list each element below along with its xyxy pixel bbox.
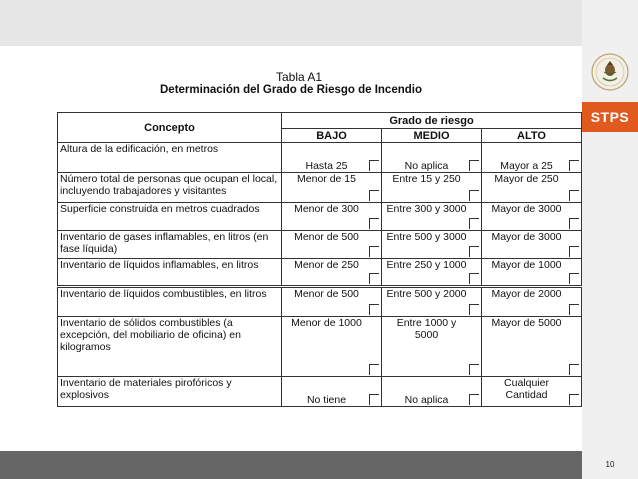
row-mid-text: Entre 300 y 3000 xyxy=(386,203,467,215)
row-mid xyxy=(382,317,482,377)
row-concept: Altura de la edificación, en metros xyxy=(58,143,282,173)
table-title-text: Tabla A1 xyxy=(275,70,323,84)
checkbox xyxy=(569,218,579,229)
checkbox xyxy=(569,364,579,375)
checkbox xyxy=(569,304,579,315)
row-low xyxy=(282,287,382,317)
row-concept: Superficie construida en metros cuadrados xyxy=(58,203,282,231)
checkbox xyxy=(469,246,479,257)
table-title xyxy=(0,70,638,84)
row-high-text: Mayor de 5000 xyxy=(491,317,562,329)
checkbox xyxy=(369,246,379,257)
row-high-text: Mayor a 25 xyxy=(500,160,553,172)
checkbox xyxy=(369,394,379,405)
row-mid xyxy=(382,173,482,203)
header-mid: MEDIO xyxy=(382,129,482,143)
table-row xyxy=(58,259,582,287)
header-high: ALTO xyxy=(482,129,582,143)
row-high xyxy=(482,377,582,407)
row-mid xyxy=(382,143,482,173)
row-high xyxy=(482,203,582,231)
row-mid-text: Entre 15 y 250 xyxy=(392,173,461,185)
row-mid xyxy=(382,203,482,231)
checkbox xyxy=(569,394,579,405)
checkbox xyxy=(469,273,479,284)
row-mid-text: Entre 500 y 2000 xyxy=(386,288,467,300)
header-row-1 xyxy=(58,113,582,129)
row-low-text: No tiene xyxy=(306,394,347,406)
checkbox xyxy=(469,364,479,375)
row-high-text: Mayor de 2000 xyxy=(491,288,562,300)
checkbox xyxy=(569,273,579,284)
row-mid xyxy=(382,377,482,407)
checkbox xyxy=(569,246,579,257)
row-mid-text: Entre 500 y 3000 xyxy=(386,231,467,243)
row-mid xyxy=(382,231,482,259)
row-concept: Inventario de gases inflamables, en litros (en fase líquida) xyxy=(58,231,282,259)
row-low xyxy=(282,377,382,407)
row-concept: Número total de personas que ocupan el local, incluyendo trabajadores y visitantes xyxy=(58,173,282,203)
table-row xyxy=(58,143,582,173)
row-high xyxy=(482,231,582,259)
checkbox xyxy=(369,304,379,315)
table-row xyxy=(58,317,582,377)
checkbox xyxy=(469,304,479,315)
row-low-text: Hasta 25 xyxy=(305,160,348,172)
row-low xyxy=(282,259,382,287)
row-high-text: Mayor de 3000 xyxy=(491,203,562,215)
row-high xyxy=(482,259,582,287)
header-low: BAJO xyxy=(282,129,382,143)
row-low-text: Menor de 1000 xyxy=(291,317,362,329)
row-low xyxy=(282,317,382,377)
checkbox xyxy=(469,160,479,171)
row-high xyxy=(482,173,582,203)
row-high xyxy=(482,287,582,317)
top-band xyxy=(0,0,582,46)
checkbox xyxy=(369,273,379,284)
row-mid xyxy=(382,259,482,287)
checkbox xyxy=(369,160,379,171)
checkbox xyxy=(569,190,579,201)
checkbox xyxy=(369,190,379,201)
row-low xyxy=(282,173,382,203)
header-concept: Concepto xyxy=(58,113,282,143)
row-low xyxy=(282,143,382,173)
header-risk-group: Grado de riesgo xyxy=(282,113,582,129)
row-low-text: Menor de 300 xyxy=(294,203,359,215)
checkbox xyxy=(569,160,579,171)
row-concept: Inventario de sólidos combustibles (a excepción, del mobiliario de oficina) en kilogramos xyxy=(58,317,282,377)
row-mid xyxy=(382,287,482,317)
table-subtitle: Determinación del Grado de Riesgo de Incendio xyxy=(160,84,422,96)
page-number: 10 xyxy=(582,451,638,479)
row-concept: Inventario de materiales pirofóricos y explosivos xyxy=(58,377,282,407)
row-high-text: Mayor de 3000 xyxy=(491,231,562,243)
row-low-text: Menor de 15 xyxy=(297,173,356,185)
row-high-text: Cualquier Cantidad xyxy=(504,377,549,401)
checkbox xyxy=(369,218,379,229)
checkbox xyxy=(369,364,379,375)
bottom-band xyxy=(0,451,582,479)
row-mid-text: No aplica xyxy=(404,394,449,406)
row-mid-text: Entre 1000 y 5000 xyxy=(396,317,457,341)
row-concept: Inventario de líquidos combustibles, en litros xyxy=(58,287,282,317)
table-row xyxy=(58,173,582,203)
row-high-text: Mayor de 250 xyxy=(494,173,559,185)
row-mid-text: Entre 250 y 1000 xyxy=(386,259,467,271)
row-high xyxy=(482,143,582,173)
table-row xyxy=(58,287,582,317)
row-mid-text: No aplica xyxy=(404,160,449,172)
row-high xyxy=(482,317,582,377)
row-high-text: Mayor de 1000 xyxy=(491,259,562,271)
row-low xyxy=(282,203,382,231)
row-concept: Inventario de líquidos inflamables, en litros xyxy=(58,259,282,287)
checkbox xyxy=(469,190,479,201)
stps-badge: STPS xyxy=(582,102,638,132)
risk-table xyxy=(57,112,582,407)
row-low xyxy=(282,231,382,259)
row-low-text: Menor de 500 xyxy=(294,288,359,300)
row-low-text: Menor de 250 xyxy=(294,259,359,271)
checkbox xyxy=(469,218,479,229)
table-row xyxy=(58,231,582,259)
table-row xyxy=(58,377,582,407)
checkbox xyxy=(469,394,479,405)
row-low-text: Menor de 500 xyxy=(294,231,359,243)
table-row xyxy=(58,203,582,231)
